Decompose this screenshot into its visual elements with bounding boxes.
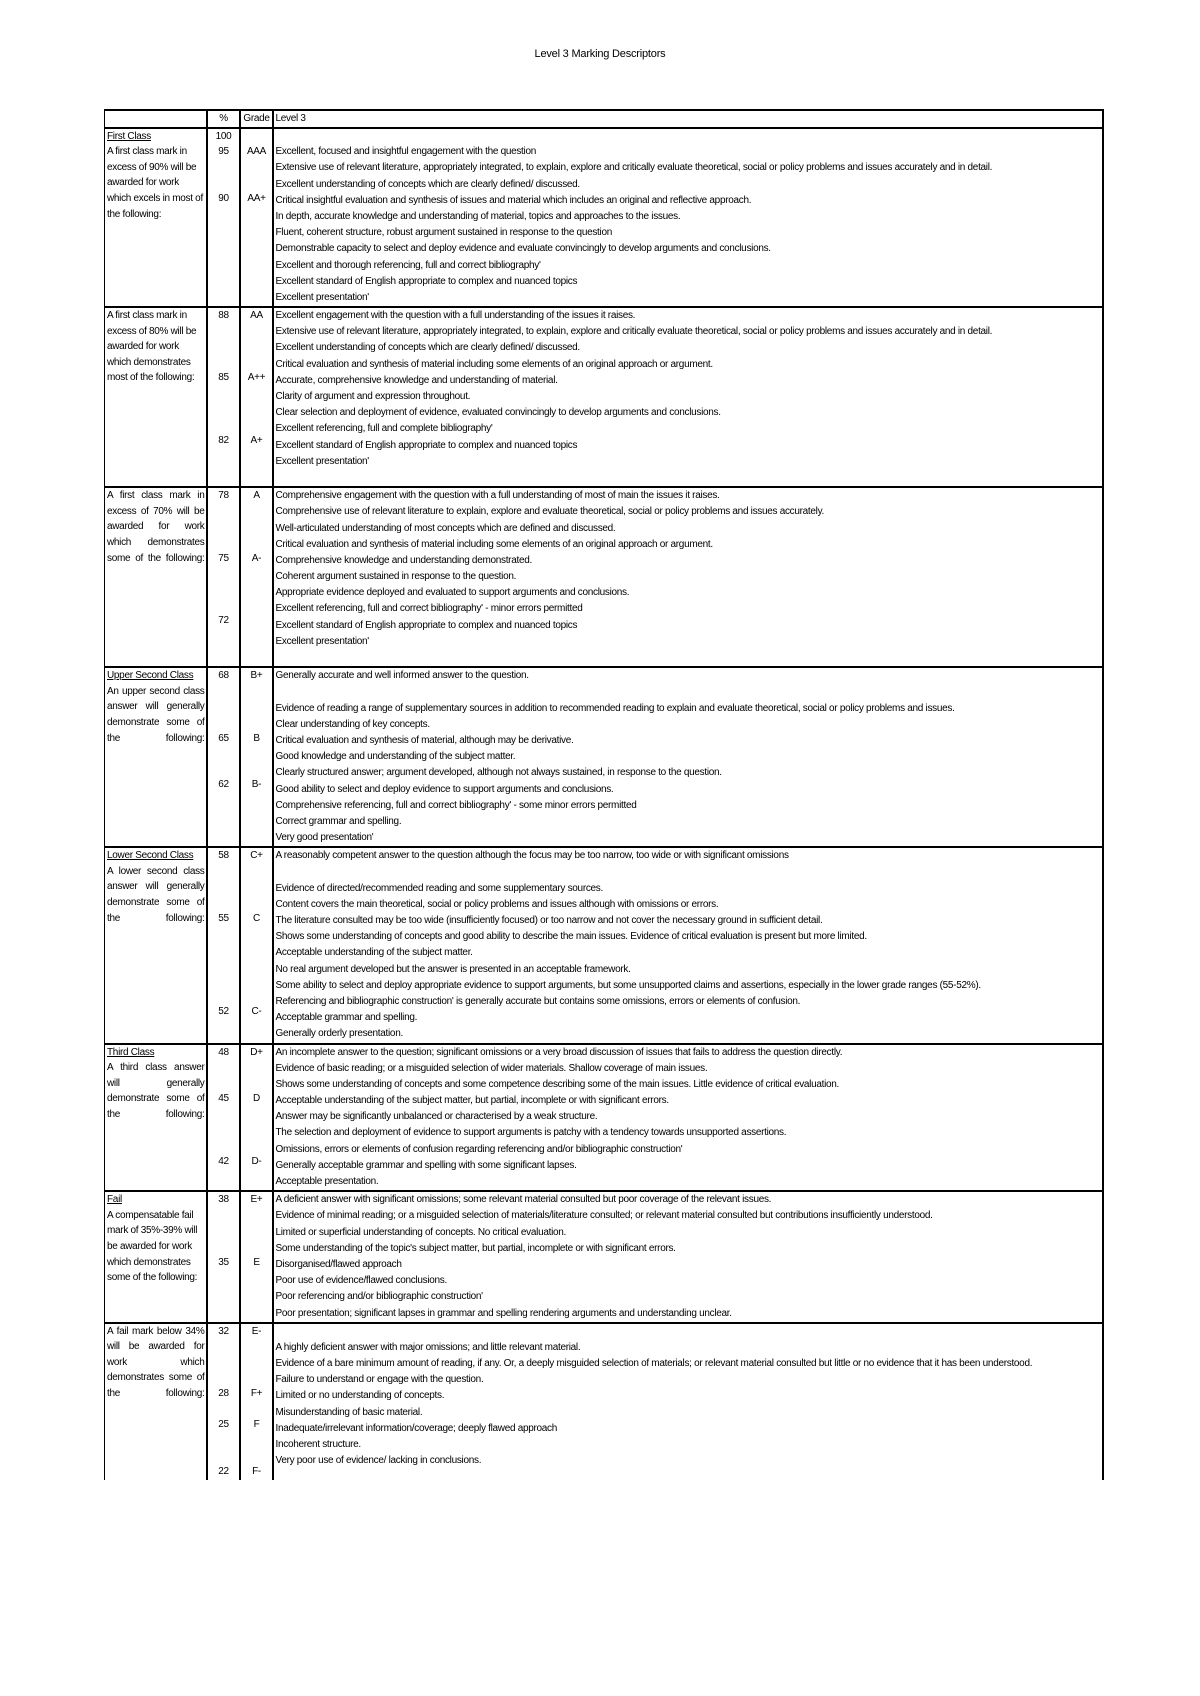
criterion: Correct grammar and spelling.	[275, 815, 402, 827]
criterion: Excellent standard of English appropriate to complex and nuanced topics	[275, 619, 578, 631]
grade-value: D+	[250, 1046, 263, 1058]
pct-value: 38	[218, 1194, 229, 1206]
criterion: Generally acceptable grammar and spelling with some significant lapses.	[275, 1159, 577, 1171]
criterion: Clear understanding of key concepts.	[275, 718, 430, 730]
criterion: Clear selection and deployment of evidence, evaluated convincingly to develop arguments and conclusions.	[275, 407, 721, 419]
criterion: Excellent understanding of concepts which are clearly defined/ discussed.	[275, 342, 580, 354]
criterion: Misunderstanding of basic material.	[275, 1406, 423, 1418]
criterion: Clearly structured answer; argument developed, although not always sustained, in response to the question.	[275, 767, 722, 779]
criterion: Coherent argument sustained in response to the question.	[275, 571, 517, 583]
criterion: A highly deficient answer with major omissions; and little relevant material.	[275, 1341, 581, 1353]
class-title-first: First Class	[107, 130, 151, 142]
criterion: Limited or no understanding of concepts.	[275, 1390, 445, 1402]
lower-second-band	[105, 847, 1104, 1043]
grade-value: A	[253, 490, 260, 502]
pct-value: 58	[218, 850, 229, 862]
criterion: Excellent presentation'	[275, 635, 369, 647]
band-descriptor: A compensatable fail mark of 35%-39% will be awarded for work which demonstrates some of the following:	[107, 1209, 198, 1284]
criterion: Disorganised/flawed approach	[275, 1258, 402, 1270]
criterion: Failure to understand or engage with the question.	[275, 1374, 484, 1386]
criterion: Evidence of a bare minimum amount of reading, if any. Or, a deeply misguided selection of materials; or relevant material consulted but little or no evidence that it has been understood.	[275, 1358, 1033, 1370]
criterion: Excellent standard of English appropriate to complex and nuanced topics	[275, 439, 578, 451]
pct-value: 65	[218, 732, 229, 744]
criteria-list	[273, 487, 1104, 667]
grade-value: D	[253, 1093, 260, 1105]
criterion: Acceptable understanding of the subject matter.	[275, 947, 473, 959]
grade-value: E+	[250, 1194, 263, 1206]
criterion: Very good presentation'	[275, 832, 374, 844]
class-title-upper-second: Upper Second Class	[107, 670, 194, 682]
criteria-list	[273, 307, 1104, 487]
header-desc-cell	[105, 110, 207, 128]
pct-value: 55	[218, 912, 229, 924]
grade-value: C+	[250, 850, 263, 862]
pct-value: 95	[218, 146, 229, 158]
fail-band-1	[105, 1191, 1104, 1323]
grade-value: F	[253, 1419, 260, 1431]
pct-value: 42	[218, 1155, 229, 1167]
pct-value: 62	[218, 779, 229, 791]
grade-value: AAA	[246, 146, 267, 158]
class-title-lower-second: Lower Second Class	[107, 850, 194, 862]
criterion: Generally accurate and well informed answer to the question.	[275, 670, 529, 682]
criterion: Comprehensive use of relevant literature to explain, explore and evaluate theoretical, social or policy problems and issues accurately.	[275, 506, 825, 518]
first-class-band-2	[105, 307, 1104, 487]
band-descriptor: An upper second class answer will generally demonstrate some of the following:	[107, 685, 205, 744]
pct-value: 72	[218, 614, 229, 626]
criterion: Fluent, coherent structure, robust argument sustained in response to the question	[275, 227, 612, 239]
pct-value: 48	[218, 1046, 229, 1058]
criterion: Clarity of argument and expression throughout.	[275, 391, 471, 402]
criterion: Good ability to select and deploy evidence to support arguments and conclusions.	[275, 783, 614, 795]
fail-band-2	[105, 1323, 1104, 1480]
first-class-band-1	[105, 144, 1104, 307]
pct-value: 32	[218, 1325, 229, 1337]
criterion: Critical evaluation and synthesis of material, although may be derivative.	[275, 734, 574, 746]
criterion: Demonstrable capacity to select and deploy evidence and evaluate convincingly to develop arguments and conclusions.	[275, 243, 771, 255]
criterion: Generally orderly presentation.	[275, 1028, 403, 1040]
document-title: Level 3 Marking Descriptors	[534, 48, 666, 60]
upper-second-band	[105, 667, 1104, 847]
criterion: Omissions, errors or elements of confusion regarding referencing and/or bibliographic construction'	[275, 1143, 683, 1155]
criteria-list	[273, 847, 1104, 1043]
band-descriptor: A fail mark below 34% will be awarded for work which demonstrates some of the following:	[107, 1325, 205, 1400]
pct-value: 25	[218, 1419, 229, 1431]
criterion: Evidence of minimal reading; or a misguided selection of materials/literature consulted; or relevant material consulted but contributions insufficiently understood.	[275, 1210, 933, 1222]
criterion: Answer may be significantly unbalanced or characterised by a weak structure.	[275, 1111, 598, 1123]
criterion: Acceptable understanding of the subject matter, but partial, incomplete or with significant errors.	[275, 1095, 669, 1107]
marking-descriptors-table	[104, 109, 1104, 1480]
criterion: The selection and deployment of evidence to support arguments is patchy with a tendency towards unsupported assertions.	[275, 1127, 787, 1139]
criterion: Acceptable grammar and spelling.	[275, 1012, 418, 1024]
criterion: Inadequate/irrelevant information/coverage; deeply flawed approach	[275, 1422, 558, 1434]
pct-value: 28	[218, 1388, 229, 1400]
criterion: Referencing and bibliographic construction' is generally accurate but contains some omissions, errors or elements of confusion.	[275, 995, 801, 1007]
criterion: Excellent engagement with the question with a full understanding of the issues it raises.	[275, 310, 636, 322]
pct-value: 85	[218, 372, 229, 384]
band-descriptor-text: A first class mark in excess of 70% will be awarded for work which demonstrates some of the following:	[107, 490, 205, 564]
grade-value: D-	[251, 1155, 262, 1167]
band-descriptor: A third class answer will generally demonstrate some of the following:	[107, 1062, 205, 1120]
grade-value: A++	[247, 372, 266, 384]
criterion: Accurate, comprehensive knowledge and understanding of material.	[275, 374, 558, 386]
criterion: Well-articulated understanding of most concepts which are defined and discussed.	[275, 522, 616, 534]
header-pct: %	[207, 110, 240, 128]
criterion: Critical insightful evaluation and synthesis of issues and material which includes an original and reflective approach.	[275, 194, 752, 206]
band-descriptor: A first class mark in excess of 80% will be awarded for work which demonstrates most of the following:	[105, 307, 207, 487]
criterion: Some understanding of the topic's subject matter, but partial, incomplete or with significant errors.	[275, 1242, 676, 1254]
criterion: Poor use of evidence/flawed conclusions.	[275, 1275, 447, 1287]
criterion: Comprehensive knowledge and understanding demonstrated.	[275, 554, 532, 566]
header-grade: Grade	[240, 110, 273, 128]
criterion: Extensive use of relevant literature, appropriately integrated, to explain, explore and critically evaluate theoretical, social or policy problems and issues accurately and in detail.	[275, 326, 993, 338]
criteria-list	[273, 1323, 1104, 1480]
grade-value: B+	[250, 670, 263, 682]
pct-value: 78	[218, 490, 229, 502]
criterion: Appropriate evidence deployed and evaluated to support arguments and conclusions.	[275, 587, 630, 599]
criterion: Poor presentation; significant lapses in grammar and spelling rendering arguments and understanding unclear.	[275, 1307, 732, 1319]
criterion: Poor referencing and/or bibliographic construction'	[275, 1291, 483, 1303]
criterion: A reasonably competent answer to the question although the focus may be too narrow, too wide or with significant omissions	[275, 850, 789, 862]
pct-value: 82	[218, 434, 229, 446]
criterion: Content covers the main theoretical, social or policy problems and issues although with omissions or errors.	[275, 898, 719, 910]
criterion: Excellent standard of English appropriate to complex and nuanced topics	[275, 275, 578, 287]
header-row	[105, 110, 1104, 128]
criterion: Evidence of reading a range of supplementary sources in addition to recommended reading to explain and evaluate theoretical, social or policy problems and issues.	[275, 702, 955, 714]
criteria-list	[273, 667, 1104, 847]
first-class-title-row	[105, 128, 1104, 145]
pct-value: 68	[218, 670, 229, 682]
header-level: Level 3	[273, 110, 1104, 128]
criterion: Incoherent structure.	[275, 1439, 361, 1450]
grade-value: E	[253, 1256, 260, 1268]
criteria-list	[273, 144, 1104, 307]
grade-value: F-	[252, 1466, 261, 1478]
band-descriptor	[105, 487, 207, 667]
pct-value: 35	[218, 1256, 229, 1268]
criterion: Excellent and thorough referencing, full and correct bibliography'	[275, 259, 541, 271]
grade-value: E-	[251, 1325, 262, 1337]
criterion: A deficient answer with significant omissions; some relevant material consulted but poor coverage of the relevant issues.	[275, 1194, 772, 1206]
class-title-third: Third Class	[107, 1046, 155, 1058]
criterion: Excellent referencing, full and complete bibliography'	[275, 423, 493, 435]
grade-value: A+	[250, 434, 263, 446]
grade-value: F+	[250, 1388, 263, 1400]
criterion: Excellent referencing, full and correct bibliography' - minor errors permitted	[275, 603, 583, 615]
criterion: In depth, accurate knowledge and understanding of material, topics and approaches to the issues.	[275, 210, 681, 222]
pct-value: 90	[218, 192, 229, 204]
criteria-list	[273, 1191, 1104, 1323]
criterion: Excellent presentation'	[275, 455, 369, 467]
pct-value: 52	[218, 1006, 229, 1018]
criterion: The literature consulted may be too wide (insufficiently focused) or too narrow and not cover the necessary ground in sufficient detail.	[275, 915, 823, 926]
criterion: Extensive use of relevant literature, appropriately integrated, to explain, explore and critically evaluate theoretical, social or policy problems and issues accurately and in detail.	[275, 162, 993, 174]
pct-value: 22	[218, 1466, 229, 1478]
criteria-list	[273, 1044, 1104, 1192]
grade-value: C	[253, 912, 260, 924]
grade-value: C-	[251, 1006, 262, 1018]
band-descriptor: A first class mark in excess of 90% will be awarded for work which excels in most of the following:	[105, 144, 207, 307]
first-class-band-3	[105, 487, 1104, 667]
third-class-band	[105, 1044, 1104, 1192]
grade-value: AA+	[247, 192, 266, 204]
criterion: Excellent, focused and insightful engagement with the question	[275, 146, 536, 158]
pct-value: 88	[218, 310, 229, 322]
criterion: Some ability to select and deploy appropriate evidence to support arguments, but some unsupported claims and assertions, especially in the lower grade ranges (55-52%).	[275, 979, 981, 991]
criterion: Limited or superficial understanding of concepts. No critical evaluation.	[275, 1226, 566, 1238]
grade-value: AA	[250, 310, 263, 322]
criterion: Evidence of basic reading; or a misguided selection of wider materials. Shallow coverage of main issues.	[275, 1062, 708, 1074]
criterion: Good knowledge and understanding of the subject matter.	[275, 751, 516, 763]
criterion: Acceptable presentation.	[275, 1176, 379, 1187]
criterion: An incomplete answer to the question; significant omissions or a very broad discussion of issues that fails to address the question directly.	[275, 1046, 843, 1058]
pct-value: 45	[218, 1093, 229, 1105]
criterion: Shows some understanding of concepts and good ability to describe the main issues. Evidence of critical evaluation is present but more limited.	[275, 931, 867, 943]
criterion: Comprehensive engagement with the question with a full understanding of most of main the issues it raises.	[275, 490, 720, 502]
pct-top: 100	[207, 128, 240, 145]
criterion: Very poor use of evidence/ lacking in conclusions.	[275, 1455, 482, 1467]
criterion: Excellent presentation'	[275, 291, 369, 303]
criterion: Critical evaluation and synthesis of material including some elements of an original approach or argument.	[275, 358, 713, 370]
criterion: Critical evaluation and synthesis of material including some elements of an original approach or argument.	[275, 538, 713, 550]
grade-value: A-	[251, 552, 262, 564]
grade-value: B-	[251, 779, 262, 791]
pct-value: 75	[218, 552, 229, 564]
criterion: Excellent understanding of concepts which are clearly defined/ discussed.	[275, 178, 580, 190]
criterion: Comprehensive referencing, full and correct bibliography' - some minor errors permitted	[275, 799, 637, 811]
class-title-fail: Fail	[107, 1194, 122, 1206]
criterion: Shows some understanding of concepts and some competence describing some of the main issues. Little evidence of critical evaluation.	[275, 1078, 840, 1090]
criterion: Evidence of directed/recommended reading and some supplementary sources.	[275, 882, 603, 894]
criterion: No real argument developed but the answer is presented in an acceptable framework.	[275, 963, 631, 975]
band-descriptor: A lower second class answer will generally demonstrate some of the following:	[107, 865, 205, 924]
grade-value: B	[253, 732, 260, 744]
